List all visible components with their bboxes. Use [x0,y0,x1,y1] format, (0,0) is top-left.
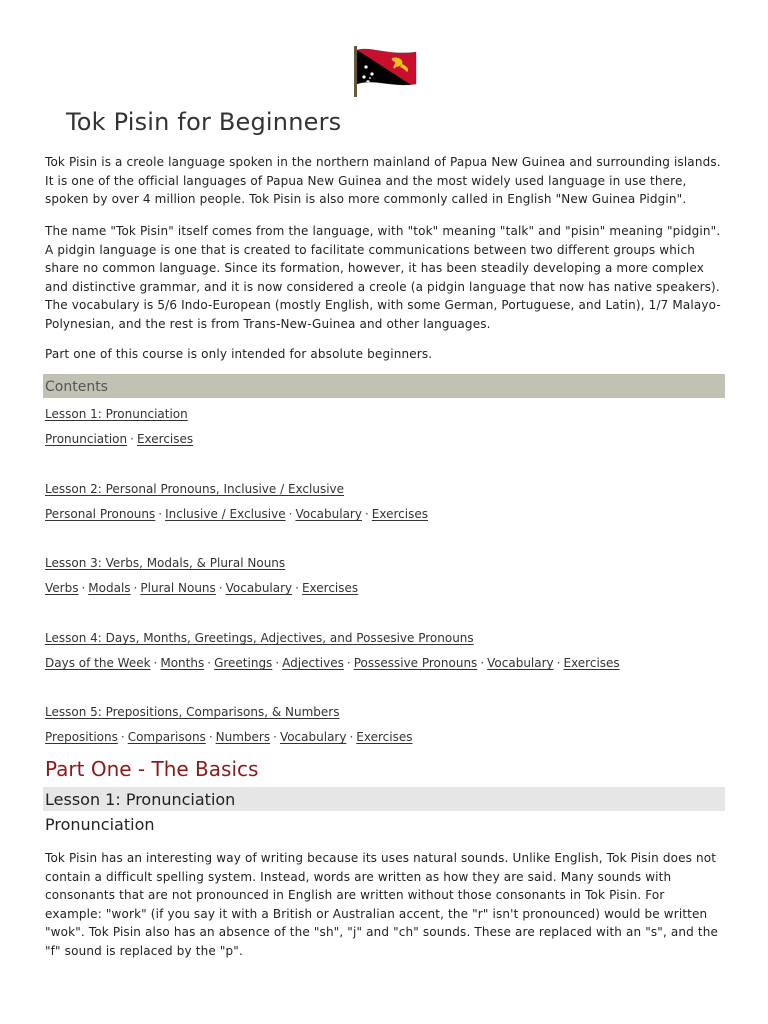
toc-link-inclusive-exclusive[interactable]: Inclusive / Exclusive [165,507,286,521]
toc-link-vocabulary[interactable]: Vocabulary [225,581,293,595]
toc-separator: · [153,656,158,670]
pronunciation-paragraph: Tok Pisin has an interesting way of writing because its uses natural sounds. Unlike English, Tok Pisin does not contain a difficult spelling system. Instead, words are written as how they are said. Many sounds with consonants that are not pronounced in English are written without those consonants in Tok Pisin. For example: "work" (if you say it with a British or Australian accent, the "r" isn't pronounced) would be written "wok". Tok Pisin also has an absence of the "sh", "j" and "ch" sounds. These are replaced with an "s", and the "f" sound is replaced by the "p". [45,851,719,958]
contents-heading: Contents [43,374,725,398]
toc-link-pronunciation[interactable]: Pronunciation [45,432,128,446]
toc-link-days-of-the-week[interactable]: Days of the Week [45,656,151,670]
toc-link-exercises[interactable]: Exercises [136,432,194,446]
toc-separator: · [120,730,125,744]
pronunciation-subheading: Pronunciation [45,815,155,834]
toc-link-numbers[interactable]: Numbers [215,730,271,744]
intro-paragraph-3: Part one of this course is only intended for absolute beginners. [45,347,433,361]
toc-lesson-1-title-link[interactable]: Lesson 1: Pronunciation [45,407,188,421]
toc-link-plural-nouns[interactable]: Plural Nouns [140,581,216,595]
toc-lesson-3-title-link[interactable]: Lesson 3: Verbs, Modals, & Plural Nouns [45,556,286,570]
intro-paragraph-1: Tok Pisin is a creole language spoken in the northern mainland of Papua New Guinea and surrounding islands. It is one of the official languages of Papua New Guinea and the most widely used language in use there, spoken by over 4 million people. Tok Pisin is also more commonly called in English "New Guinea Pidgin". [45,155,721,207]
toc-link-exercises[interactable]: Exercises [371,507,428,521]
toc-link-prepositions[interactable]: Prepositions [45,730,118,744]
toc-separator: · [81,581,86,595]
toc-separator: · [364,507,369,521]
toc-link-vocabulary[interactable]: Vocabulary [487,656,554,670]
toc-link-possessive-pronouns[interactable]: Possessive Pronouns [353,656,478,670]
toc-link-adjectives[interactable]: Adjectives [282,656,344,670]
toc-separator: · [158,507,163,521]
page-title: Tok Pisin for Beginners [66,108,342,136]
toc-lesson-4 [45,629,725,672]
toc-separator: · [480,656,485,670]
part-one-heading: Part One - The Basics [45,757,259,781]
toc-link-modals[interactable]: Modals [88,581,131,595]
toc-separator: · [288,507,293,521]
toc-separator: · [346,656,351,670]
toc-separator: · [130,432,134,446]
toc-link-vocabulary[interactable]: Vocabulary [295,507,362,521]
toc-link-vocabulary[interactable]: Vocabulary [279,730,347,744]
intro-paragraph-2: The name "Tok Pisin" itself comes from the language, with "tok" meaning "talk" and "pisin" meaning "pidgin". A pidgin language is one that is created to facilitate communications between two different groups which share no common language. Since its formation, however, it has been steadily developing a more complex and distinctive grammar, and it is now considered a creole (a pidgin language that now has native speakers). The vocabulary is 5/6 Indo-European (mostly English, with some German, Portuguese, and Latin), 1/7 Malayo-Polynesian, and the rest is from Trans-New-Guinea and other languages. [45,224,721,331]
toc-separator: · [133,581,138,595]
toc-separator: · [349,730,354,744]
toc-link-personal-pronouns[interactable]: Personal Pronouns [45,507,156,521]
toc-link-greetings[interactable]: Greetings [214,656,273,670]
toc-link-verbs[interactable]: Verbs [45,581,79,595]
papua-new-guinea-flag-icon [352,44,418,98]
toc-lesson-3 [45,554,725,597]
toc-link-exercises[interactable]: Exercises [563,656,620,670]
toc-separator: · [556,656,561,670]
toc-separator: · [218,581,223,595]
toc-separator: · [207,656,212,670]
toc-separator: · [273,730,277,744]
toc-link-months[interactable]: Months [160,656,205,670]
toc-separator: · [208,730,213,744]
lesson-1-heading: Lesson 1: Pronunciation [43,787,725,811]
toc-lesson-4-title-link[interactable]: Lesson 4: Days, Months, Greetings, Adjectives, and Possesive Pronouns [45,631,474,645]
toc-link-comparisons[interactable]: Comparisons [127,730,206,744]
toc-lesson-5 [45,703,725,746]
toc-lesson-2 [45,480,725,523]
toc-link-exercises[interactable]: Exercises [301,581,359,595]
toc-separator: · [275,656,280,670]
toc-lesson-5-title-link[interactable]: Lesson 5: Prepositions, Comparisons, & Numbers [45,705,340,719]
toc-link-exercises[interactable]: Exercises [356,730,413,744]
toc-lesson-1 [45,405,725,448]
toc-separator: · [295,581,299,595]
toc-lesson-2-title-link[interactable]: Lesson 2: Personal Pronouns, Inclusive / Exclusive [45,482,345,496]
